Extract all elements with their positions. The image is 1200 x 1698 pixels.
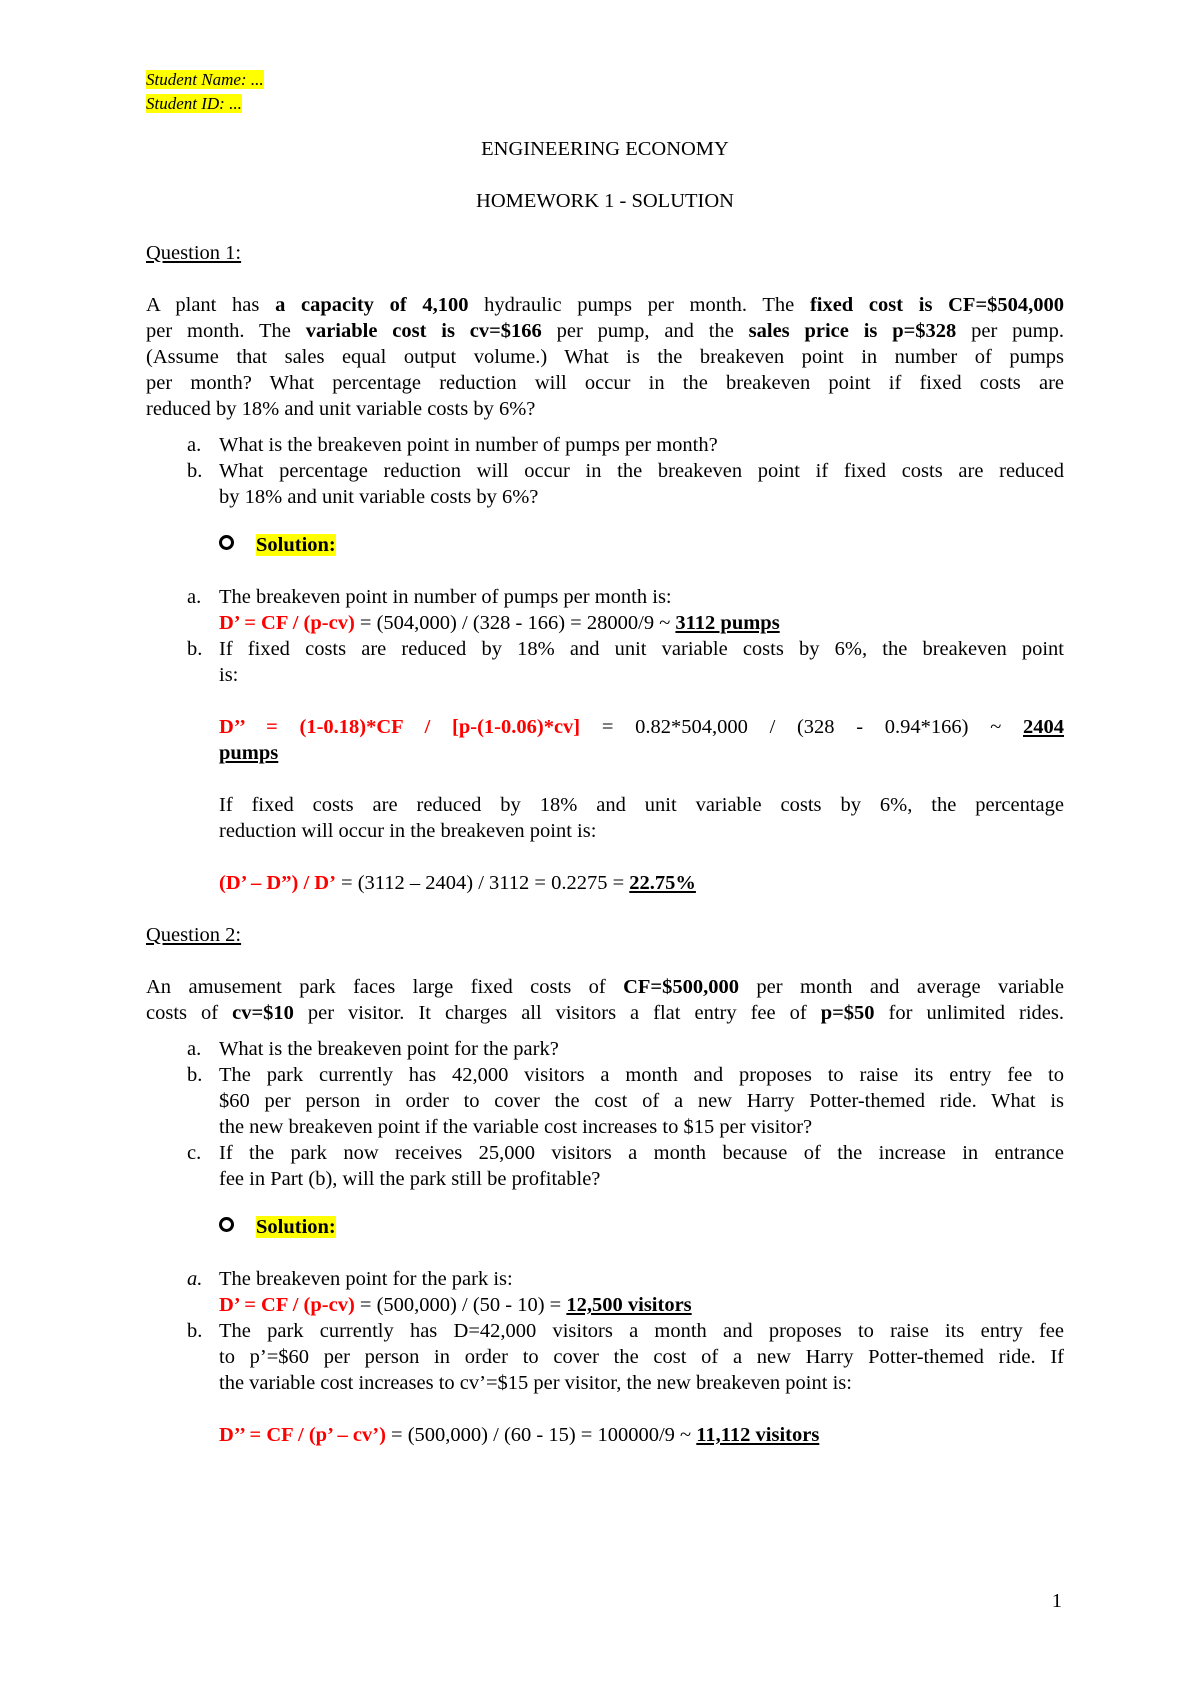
solution-label: Solution: xyxy=(256,1216,336,1238)
fixed-cost-bold: CF=$500,000 xyxy=(623,976,739,998)
q1-item-b-text-1: What percentage reduction will occur in the breakeven point if fixed costs are reduced xyxy=(219,460,1064,482)
text-run: A plant has xyxy=(146,294,276,316)
question-1-heading: Question 1: xyxy=(146,242,242,264)
q2-sol-b-label: b. xyxy=(187,1320,203,1342)
fixed-cost-bold: fixed cost is CF=$504,000 xyxy=(809,294,1065,316)
q2-sol-b-formula xyxy=(219,1422,819,1448)
q2-item-b-text-2: $60 per person in order to cover the cost of a new Harry Potter-themed ride. What is xyxy=(219,1090,1064,1112)
formula-red: D’’ = CF / (p’ – cv’) xyxy=(219,1424,386,1446)
entry-fee-bold: p=$50 xyxy=(820,1002,875,1024)
q1-sol-b-formula-cont xyxy=(219,740,278,766)
formula-text: = (3112 – 2404) / 3112 = 0.2275 = xyxy=(335,872,630,894)
q2-sol-b-text-2: to p’=$60 per person in order to cover the cost of a new Harry Potter-themed ride. If xyxy=(219,1346,1064,1368)
formula-text: = (500,000) / (60 - 15) = 100000/9 ~ xyxy=(385,1424,697,1446)
q2-item-b-label: b. xyxy=(187,1064,203,1086)
answer-underlined: 3112 pumps xyxy=(675,612,780,634)
q2-item-b-text-3: the new breakeven point if the variable cost increases to $15 per visitor? xyxy=(219,1116,813,1138)
q2-paragraph-line-1 xyxy=(146,974,1064,1000)
text-run: per pump. xyxy=(956,320,1064,342)
student-id xyxy=(146,90,242,117)
solution-label: Solution: xyxy=(256,534,336,556)
q1-paragraph-line-5: reduced by 18% and unit variable costs by 6%? xyxy=(146,398,536,420)
q1-sol-a-formula xyxy=(219,610,780,636)
formula-text: = 0.82*504,000 / (328 - 0.94*166) ~ xyxy=(580,716,1023,738)
q1-paragraph-line-1 xyxy=(146,292,1064,318)
circle-bullet-icon xyxy=(219,1217,234,1232)
variable-cost-bold: cv=$10 xyxy=(232,1002,294,1024)
q2-item-b-text-1: The park currently has 42,000 visitors a month and proposes to raise its entry fee to xyxy=(219,1064,1064,1086)
capacity-bold: a capacity of 4,100 xyxy=(275,294,469,316)
document-subtitle: HOMEWORK 1 - SOLUTION xyxy=(476,190,734,212)
answer-underlined: 22.75% xyxy=(629,872,696,894)
variable-cost-bold: variable cost is cv=$166 xyxy=(305,320,542,342)
formula-red: D’ = CF / (p-cv) xyxy=(219,1294,355,1316)
formula-text: = (500,000) / (50 - 10) = xyxy=(354,1294,567,1316)
q1-sol-b-formula xyxy=(219,714,1064,740)
q2-solution-heading xyxy=(219,1214,336,1240)
q1-sol-b-text-3: If fixed costs are reduced by 18% and unit variable costs by 6%, the percentage xyxy=(219,794,1064,816)
text-run: per pump, and the xyxy=(541,320,749,342)
q2-item-a-label: a. xyxy=(187,1038,202,1060)
q1-paragraph-line-4: per month? What percentage reduction will occur in the breakeven point if fixed costs are xyxy=(146,372,1064,394)
formula-text: = (504,000) / (328 - 166) = 28000/9 ~ xyxy=(354,612,676,634)
answer-underlined: pumps xyxy=(219,742,279,764)
q1-item-b-text-2: by 18% and unit variable costs by 6%? xyxy=(219,486,539,508)
formula-red: D’ = CF / (p-cv) xyxy=(219,612,355,634)
q2-paragraph-line-2 xyxy=(146,1000,1064,1026)
q1-sol-b-text-4: reduction will occur in the breakeven point is: xyxy=(219,820,597,842)
answer-underlined: 2404 xyxy=(1023,716,1064,738)
q1-item-b-label: b. xyxy=(187,460,203,482)
text-run: per month. The xyxy=(146,320,306,342)
q1-sol-b-text-1: If fixed costs are reduced by 18% and unit variable costs by 6%, the breakeven point xyxy=(219,638,1064,660)
q2-sol-a-formula xyxy=(219,1292,692,1318)
q2-sol-b-text-3: the variable cost increases to cv’=$15 per visitor, the new breakeven point is: xyxy=(219,1372,852,1394)
q1-item-a-text: What is the breakeven point in number of pumps per month? xyxy=(219,434,718,456)
page-number: 1 xyxy=(1051,1590,1062,1612)
sales-price-bold: sales price is p=$328 xyxy=(748,320,957,342)
q1-paragraph-line-3: (Assume that sales equal output volume.) What is the breakeven point in number of pumps xyxy=(146,346,1064,368)
answer-underlined: 11,112 visitors xyxy=(696,1424,820,1446)
q1-paragraph-line-2 xyxy=(146,318,1064,344)
q1-sol-a-label: a. xyxy=(187,586,202,608)
q2-sol-a-text: The breakeven point for the park is: xyxy=(219,1268,513,1290)
student-name xyxy=(146,66,264,93)
q2-item-c-text-1: If the park now receives 25,000 visitors a month because of the increase in entrance xyxy=(219,1142,1064,1164)
q1-item-a-label: a. xyxy=(187,434,202,456)
q1-sol-b-label: b. xyxy=(187,638,203,660)
q2-item-c-text-2: fee in Part (b), will the park still be profitable? xyxy=(219,1168,601,1190)
document-title: ENGINEERING ECONOMY xyxy=(481,138,729,160)
student-name-text: Student Name: ... xyxy=(146,70,264,89)
q1-sol-a-text: The breakeven point in number of pumps per month is: xyxy=(219,586,672,608)
text-run: An amusement park faces large fixed costs of xyxy=(146,976,624,998)
student-id-text: Student ID: ... xyxy=(146,94,242,113)
q2-item-c-label: c. xyxy=(187,1142,202,1164)
text-run: per visitor. It charges all visitors a flat entry fee of xyxy=(293,1002,821,1024)
q2-sol-a-label: a. xyxy=(187,1268,203,1290)
formula-red: D’’ = (1-0.18)*CF / [p-(1-0.06)*cv] xyxy=(219,716,581,738)
text-run: costs of xyxy=(146,1002,233,1024)
text-run: for unlimited rides. xyxy=(874,1002,1065,1024)
q2-sol-b-text-1: The park currently has D=42,000 visitors a month and proposes to raise its entry fee xyxy=(219,1320,1064,1342)
text-run: hydraulic pumps per month. The xyxy=(468,294,810,316)
q1-solution-heading xyxy=(219,532,336,558)
circle-bullet-icon xyxy=(219,535,234,550)
answer-underlined: 12,500 visitors xyxy=(566,1294,692,1316)
q2-item-a-text: What is the breakeven point for the park? xyxy=(219,1038,559,1060)
text-run: per month and average variable xyxy=(739,976,1064,998)
formula-red: (D’ – D”) / D’ xyxy=(219,872,336,894)
q1-sol-b-percentage xyxy=(219,870,696,896)
question-2-heading: Question 2: xyxy=(146,924,242,946)
q1-sol-b-text-2: is: xyxy=(219,664,239,686)
